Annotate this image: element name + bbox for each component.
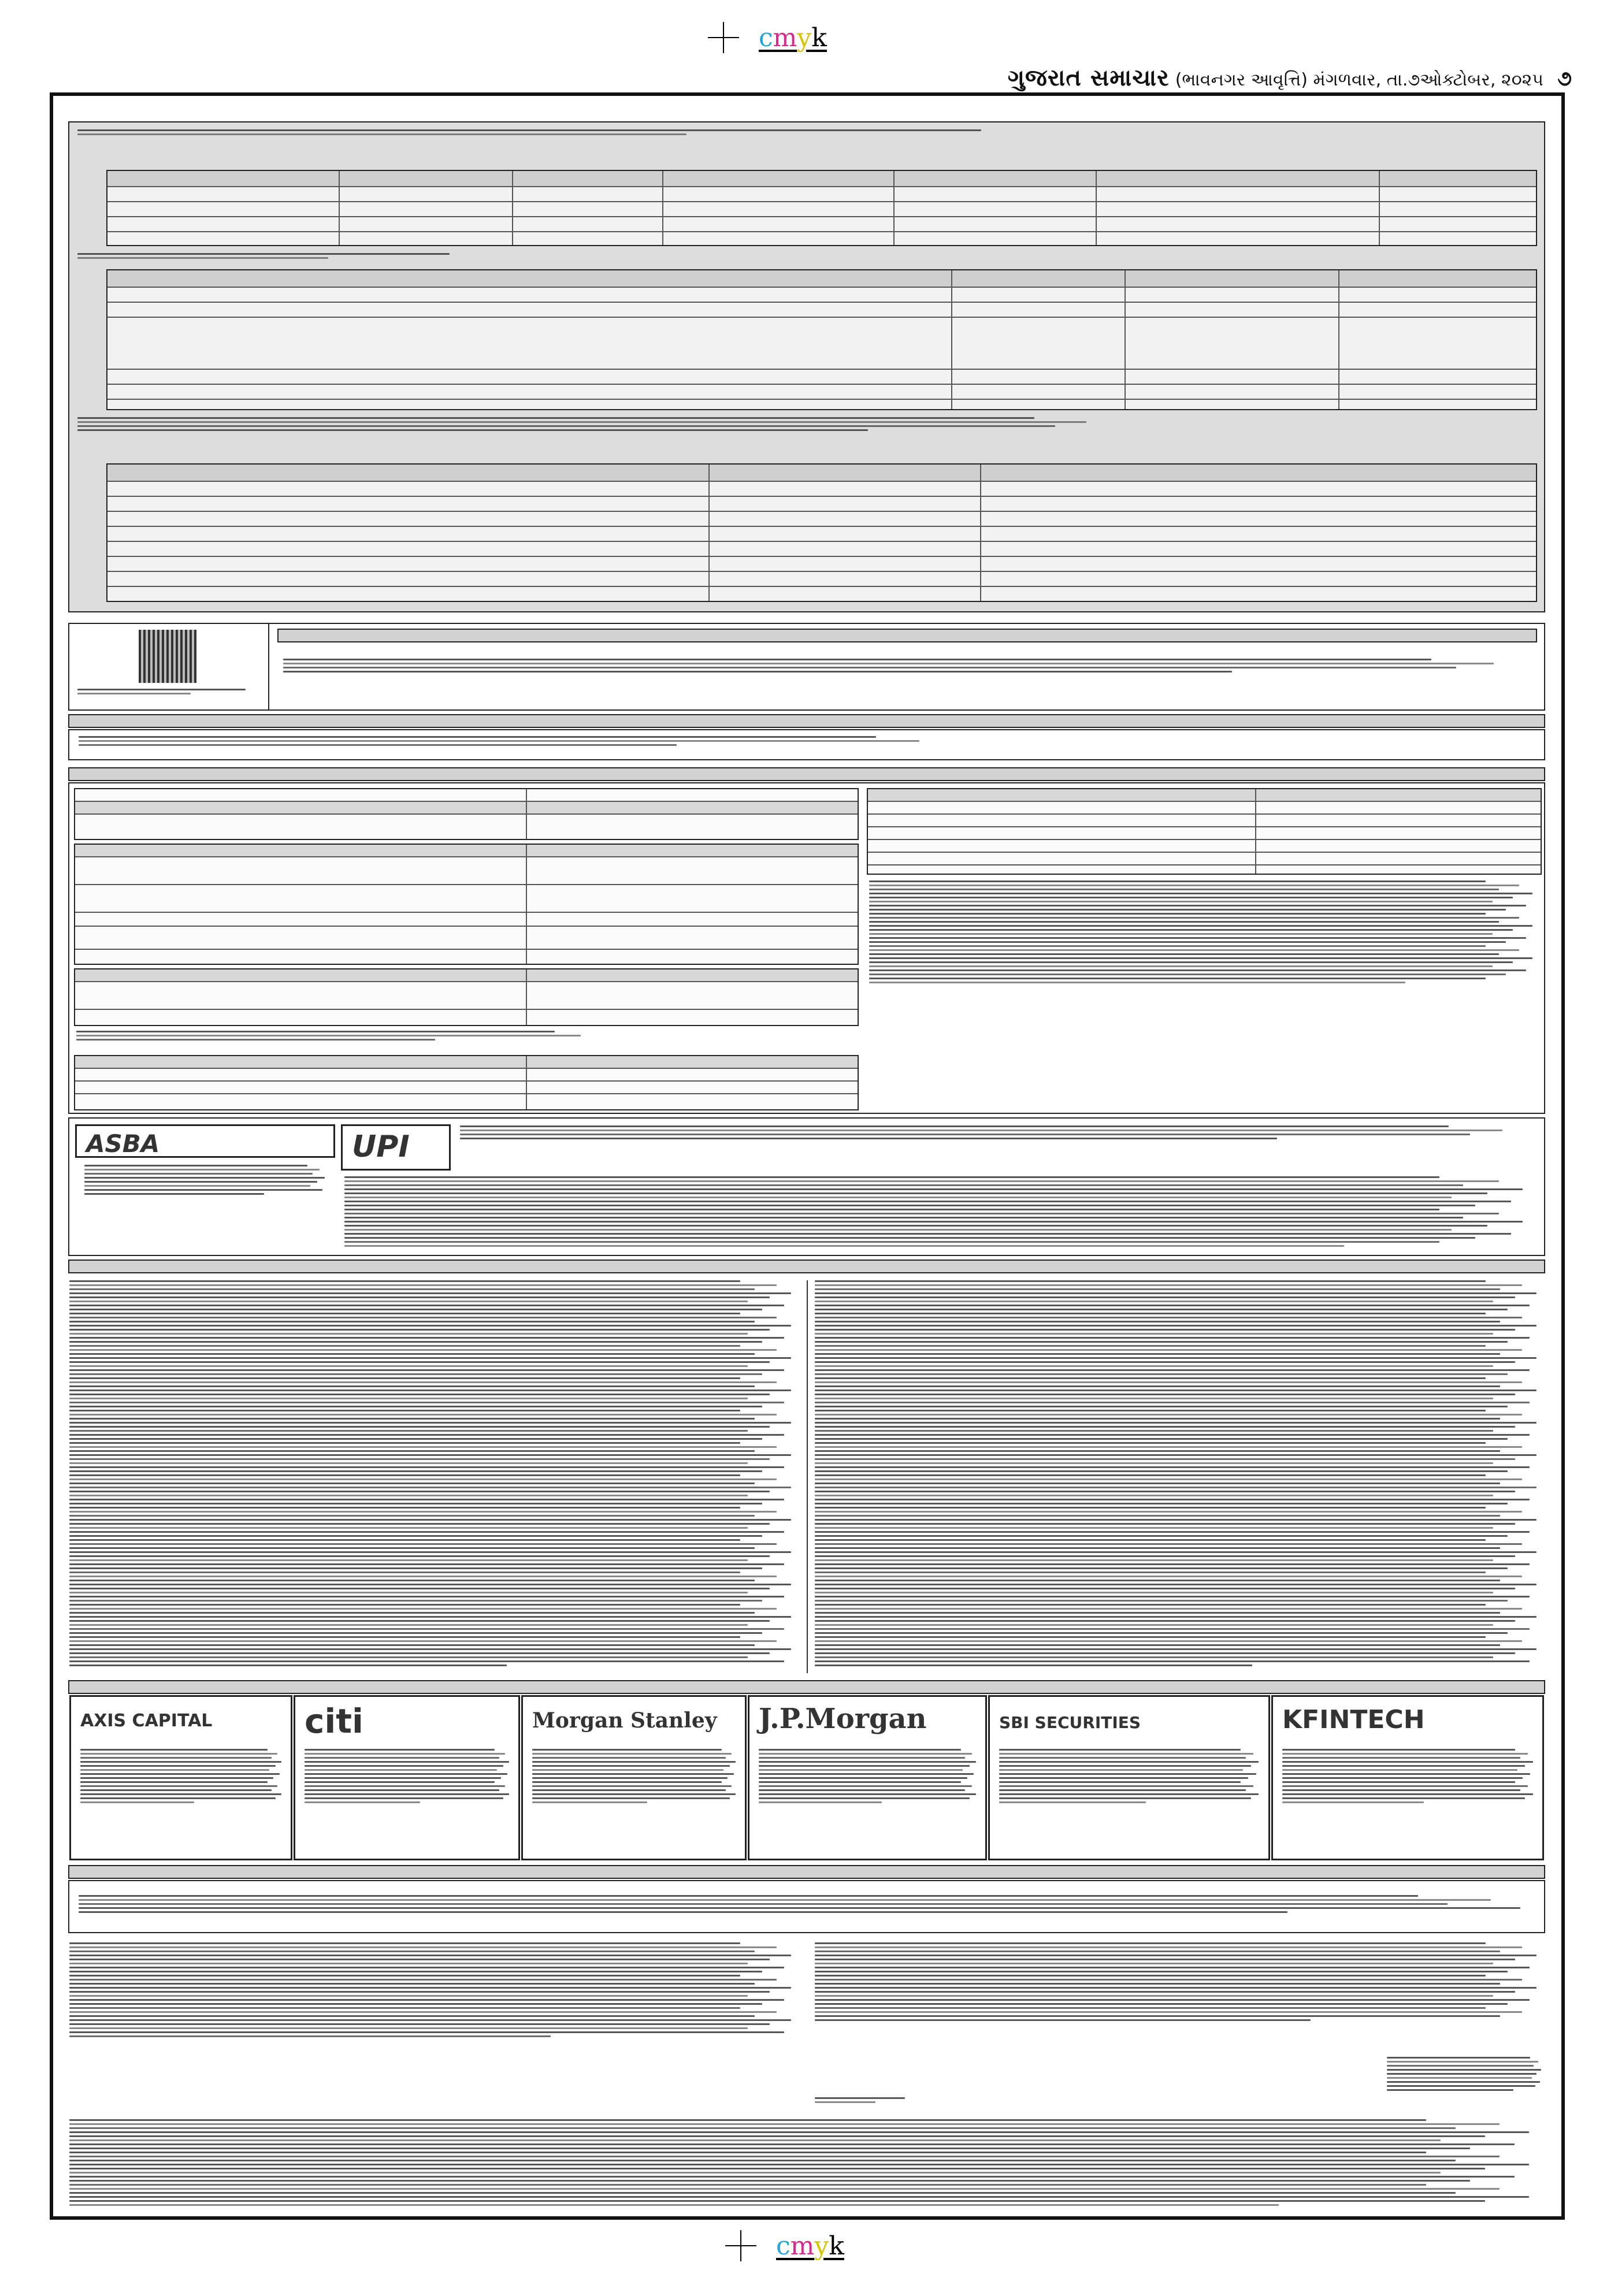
table-two (106, 269, 1537, 410)
asba-logo: ASBA (75, 1124, 335, 1158)
table-three (106, 463, 1537, 602)
registered-office-header (68, 1865, 1545, 1879)
body-column-left (69, 1280, 799, 1673)
body-header (68, 1260, 1545, 1273)
newspaper-logo: ગુજરાત સમાચાર (1007, 65, 1170, 91)
final-column-left (69, 1942, 799, 2041)
crosshair-icon (708, 22, 739, 53)
notes-section (68, 729, 1545, 760)
issue-details-header (68, 767, 1545, 781)
cmyk-label: cmyk (759, 23, 827, 53)
final-column-right (815, 1942, 1544, 2023)
signature-block (1387, 2057, 1543, 2097)
morgan-stanley-logo: Morgan Stanley (521, 1695, 747, 1860)
kfintech-logo: KFINTECH (1271, 1695, 1544, 1860)
crosshair-icon (725, 2230, 756, 2261)
citi-logo: citi (294, 1695, 520, 1860)
axis-capital-logo: AXIS CAPITAL (69, 1695, 292, 1860)
registration-mark-top (708, 22, 827, 53)
registered-office-section (68, 1880, 1545, 1933)
issue-details-section (68, 782, 1545, 1114)
registration-mark-bottom (725, 2230, 844, 2261)
sbi-securities-logo: SBI SECURITIES (988, 1695, 1270, 1860)
table-one (106, 170, 1537, 246)
notes-header (68, 714, 1545, 728)
lead-managers-header (68, 1680, 1545, 1694)
financial-tables-section (68, 121, 1545, 612)
page-number: ૭ (1557, 67, 1572, 91)
masthead (1008, 65, 1572, 91)
edition-date: (ભાવનગર આવૃત્તિ) મંગળવાર, તા.૭ઓક્ટોબર, ૨૦૨૫ (1175, 70, 1543, 90)
cmyk-label: cmyk (776, 2231, 844, 2261)
upi-logo: UPI (341, 1124, 451, 1171)
qr-code-icon (139, 630, 196, 683)
asba-upi-section (68, 1117, 1545, 1256)
date-place-block (815, 2097, 913, 2109)
qr-notice-section (68, 623, 1545, 711)
jp-morgan-logo: J.P.Morgan (748, 1695, 987, 1860)
disclaimer-block (69, 2119, 1544, 2206)
body-column-right (815, 1280, 1544, 1673)
